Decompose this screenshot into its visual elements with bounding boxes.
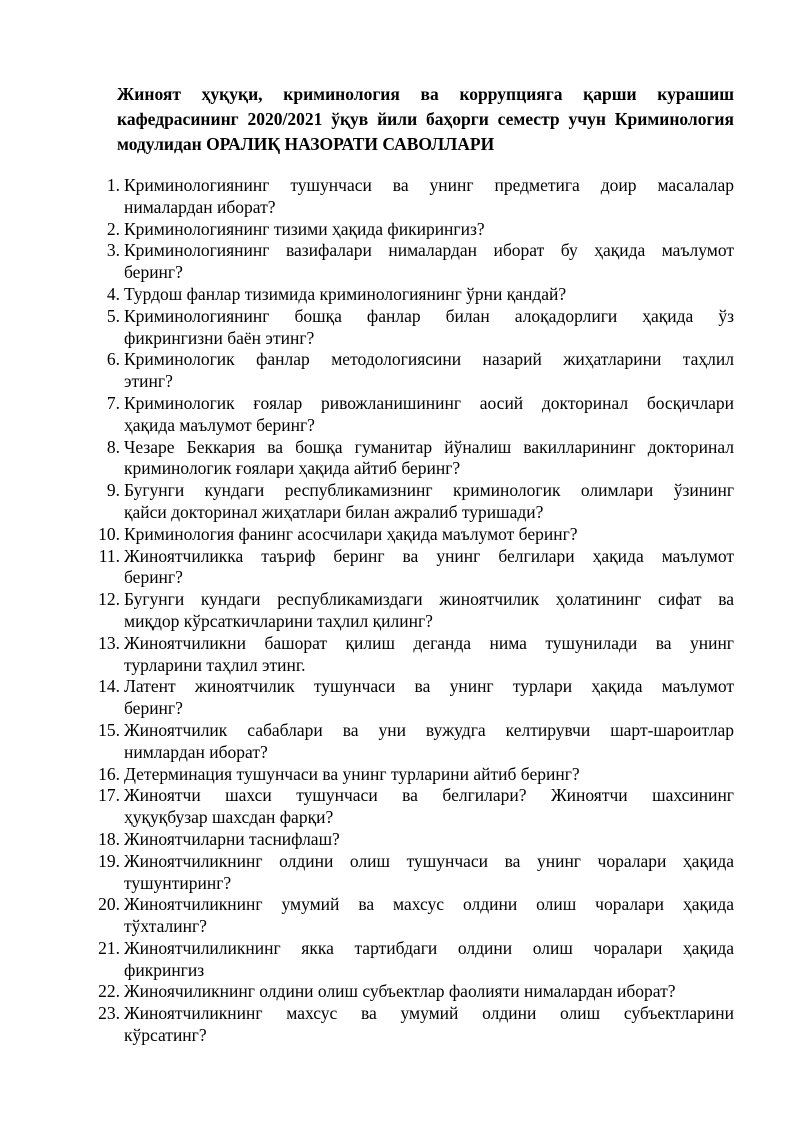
- heading-line: модулидан ОРАЛИҚ НАЗОРАТИ САВОЛЛАРИ: [117, 134, 495, 154]
- document-heading: [67, 82, 734, 157]
- question-text-line: Криминологик фанлар методологиясини назарий жиҳатларини таҳлил: [124, 349, 734, 370]
- question-text: [124, 546, 734, 590]
- question-text-line: кўрсатинг?: [124, 1025, 207, 1046]
- question-text-line: Латент жиноятчилик тушунчаси ва унинг турлари ҳақида маълумот: [124, 676, 734, 697]
- question-text: [124, 764, 734, 786]
- question-number: 1.: [106, 175, 120, 195]
- question-text: [124, 349, 734, 393]
- question-item: [72, 785, 734, 829]
- question-text-line: этинг?: [124, 371, 173, 392]
- question-text-line: миқдор кўрсаткичларини таҳлил қилинг?: [124, 610, 433, 631]
- question-item: [72, 1003, 734, 1047]
- question-text-line: нимлардан иборат?: [124, 741, 268, 762]
- question-item: [72, 284, 734, 306]
- question-number: 11.: [98, 545, 120, 566]
- question-text-line: Бугунги кундаги республикамизнинг криминологик олимлари ўзининг: [124, 480, 734, 501]
- question-number: 16.: [98, 763, 120, 784]
- question-text-line: турларини таҳлил этинг.: [124, 654, 306, 675]
- question-text-line: Чезаре Беккария ва бошқа гуманитар йўналиш вакилларининг докторинал: [124, 436, 734, 457]
- question-text: [124, 524, 734, 546]
- question-text: [124, 175, 734, 219]
- question-number: 4.: [106, 283, 120, 304]
- question-text-line: қайси докторинал жиҳатлари билан ажралиб туришади?: [124, 501, 544, 522]
- question-text-line: нималардан иборат?: [124, 196, 276, 217]
- question-text-line: фикрингизни баён этинг?: [124, 327, 315, 348]
- question-text: [124, 981, 734, 1003]
- question-text-line: тўхталинг?: [124, 916, 207, 937]
- question-item: [72, 349, 734, 393]
- question-item: [72, 851, 734, 895]
- question-text: [124, 219, 734, 241]
- question-text: [124, 851, 734, 895]
- question-text-line: Криминология фанинг асосчилари ҳақида маълумот беринг?: [124, 523, 578, 544]
- question-text-line: Жиноятчиликнинг умумий ва махсус олдини олиш чоралари ҳақида: [124, 894, 734, 915]
- question-number: 20.: [98, 894, 120, 915]
- heading-line: кафедрасининг 2020/2021 ўқув йили баҳорги семестр учун Криминология: [117, 109, 734, 129]
- question-text-line: фикрингиз: [124, 959, 205, 980]
- question-text: [124, 633, 734, 677]
- question-item: [72, 589, 734, 633]
- question-text: [124, 1003, 734, 1047]
- question-number: 2.: [106, 218, 120, 239]
- question-text: [124, 306, 734, 350]
- question-text-line: Жиноятчиликнинг махсус ва умумий олдини олиш субъектларини: [124, 1003, 734, 1024]
- question-number: 7.: [106, 392, 120, 413]
- question-text-line: Криминологиянинг тушунчаси ва унинг предметига доир масалалар: [124, 175, 734, 195]
- question-text: [124, 785, 734, 829]
- question-text-line: Турдош фанлар тизимида криминологиянинг ўрни қандай?: [124, 283, 567, 304]
- question-text: [124, 240, 734, 284]
- question-item: [72, 437, 734, 481]
- question-text-line: беринг?: [124, 698, 183, 719]
- question-number: 13.: [98, 632, 120, 653]
- question-number: 9.: [106, 480, 120, 501]
- question-number: 22.: [98, 981, 120, 1002]
- question-text-line: Жиноятчиликни башорат қилиш деганда нима тушунилади ва унинг: [124, 632, 734, 653]
- question-text: [124, 720, 734, 764]
- question-item: [72, 764, 734, 786]
- question-text: [124, 894, 734, 938]
- question-number: 19.: [98, 850, 120, 871]
- question-number: 3.: [106, 240, 120, 261]
- question-number: 18.: [98, 828, 120, 849]
- question-text: [124, 676, 734, 720]
- question-item: [72, 981, 734, 1003]
- question-text: [124, 480, 734, 524]
- question-text-line: ҳақида маълумот беринг?: [124, 414, 315, 435]
- heading-line: Жиноят ҳуқуқи, криминология ва коррупцияга қарши курашиш: [117, 84, 734, 104]
- question-item: [72, 546, 734, 590]
- question-number: 6.: [106, 349, 120, 370]
- question-text-line: Жиноячиликнинг олдини олиш субъектлар фаолияти нималардан иборат?: [124, 981, 676, 1002]
- question-text-line: Жиноятчилик сабаблари ва уни вужудга келтирувчи шарт-шароитлар: [124, 719, 734, 740]
- question-item: [72, 175, 734, 219]
- question-text-line: Жиноятчи шахси тушунчаси ва белгилари? Жиноятчи шахсининг: [124, 785, 734, 806]
- question-item: [72, 829, 734, 851]
- question-text-line: Жиноятчилиликнинг якка тартибдаги олдини олиш чоралари ҳақида: [124, 937, 734, 958]
- question-text-line: Жиноятчиликнинг олдини олиш тушунчаси ва унинг чоралари ҳақида: [124, 850, 734, 871]
- question-text: [124, 437, 734, 481]
- question-item: [72, 894, 734, 938]
- question-text-line: Криминологиянинг тизими ҳақида фикирингиз?: [124, 218, 485, 239]
- question-item: [72, 720, 734, 764]
- question-text-line: Бугунги кундаги республикамиздаги жиноятчилик ҳолатининг сифат ва: [124, 589, 734, 610]
- question-item: [72, 938, 734, 982]
- question-number: 8.: [106, 436, 120, 457]
- question-text-line: тушунтиринг?: [124, 872, 232, 893]
- question-text-line: ҳуқуқбузар шахсдан фарқи?: [124, 807, 334, 828]
- question-text-line: беринг?: [124, 262, 183, 283]
- question-number: 14.: [98, 676, 120, 697]
- question-number: 15.: [98, 719, 120, 740]
- question-item: [72, 524, 734, 546]
- question-text-line: криминологик ғоялари ҳақида айтиб беринг?: [124, 458, 461, 479]
- question-text-line: беринг?: [124, 567, 183, 588]
- question-number: 23.: [98, 1003, 120, 1024]
- question-item: [72, 633, 734, 677]
- question-text-line: Криминологик ғоялар ривожланишининг аосий докторинал босқичлари: [124, 392, 734, 413]
- question-text-line: Жиноятчиларни таснифлаш?: [124, 828, 340, 849]
- question-item: [72, 393, 734, 437]
- question-number: 5.: [106, 305, 120, 326]
- question-item: [72, 676, 734, 720]
- question-item: [72, 480, 734, 524]
- question-text: [124, 284, 734, 306]
- question-text: [124, 938, 734, 982]
- question-number: 10.: [98, 523, 120, 544]
- question-item: [72, 306, 734, 350]
- question-text: [124, 393, 734, 437]
- question-text-line: Детерминация тушунчаси ва унинг турларини айтиб беринг?: [124, 763, 580, 784]
- question-number: 21.: [98, 937, 120, 958]
- question-item: [72, 219, 734, 241]
- question-text: [124, 589, 734, 633]
- question-number: 12.: [98, 589, 120, 610]
- question-text-line: Криминологиянинг вазифалари нималардан иборат бу ҳақида маълумот: [124, 240, 734, 261]
- question-list: [72, 175, 734, 1047]
- question-item: [72, 240, 734, 284]
- question-text-line: Жиноятчиликка таъриф беринг ва унинг белгилари ҳақида маълумот: [124, 545, 734, 566]
- question-number: 17.: [98, 785, 120, 806]
- question-text-line: Криминологиянинг бошқа фанлар билан алоқадорлиги ҳақида ўз: [124, 305, 734, 326]
- question-text: [124, 829, 734, 851]
